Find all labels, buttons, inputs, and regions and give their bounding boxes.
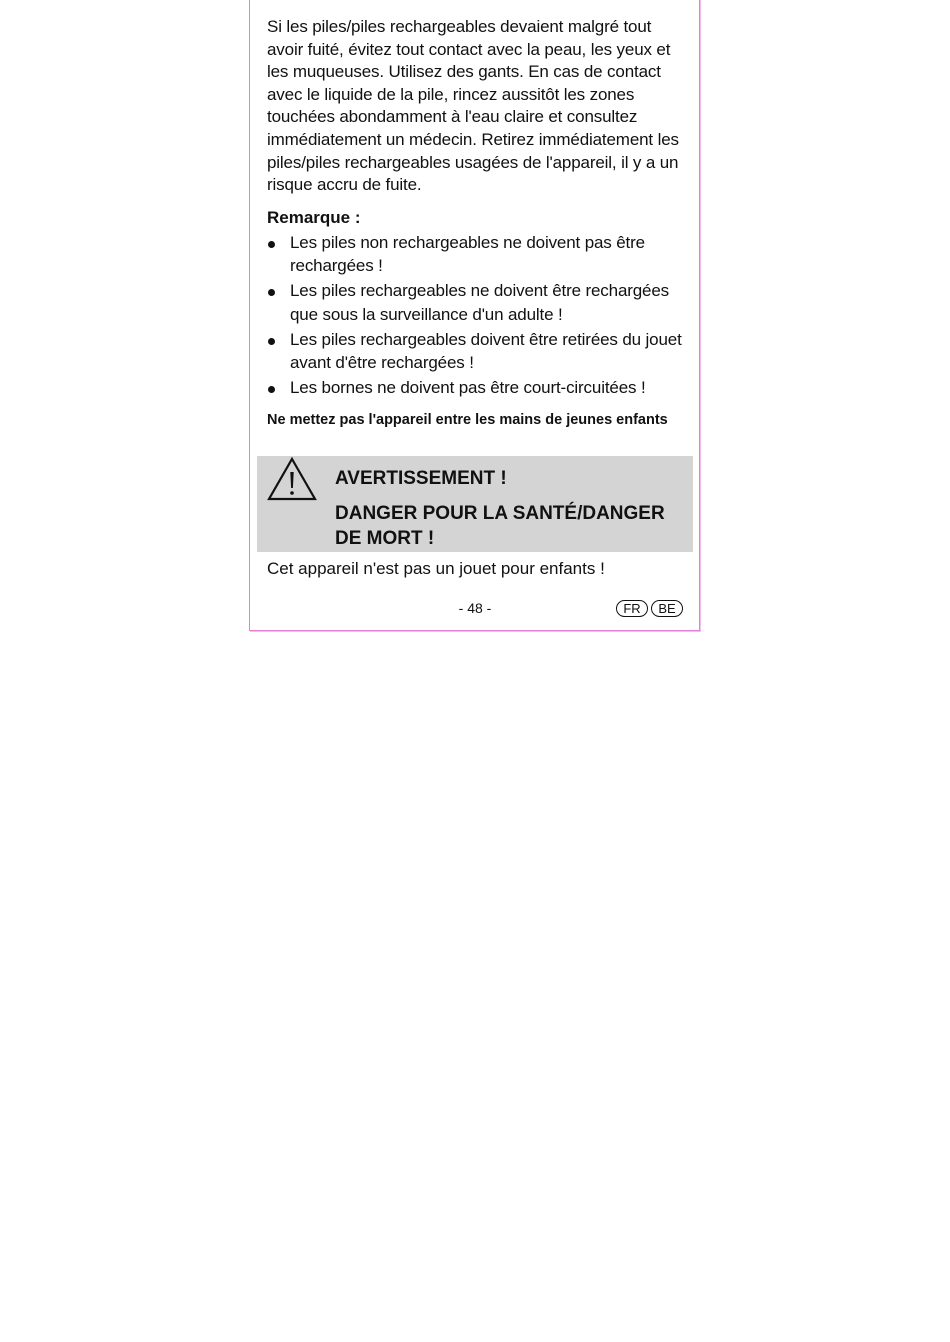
warning-box xyxy=(257,456,693,552)
country-badge-be: BE xyxy=(651,600,683,617)
warning-triangle-icon xyxy=(266,456,318,502)
note-heading: Remarque : xyxy=(267,207,361,227)
list-item xyxy=(267,328,683,375)
bullet-icon xyxy=(268,386,275,393)
bullet-icon xyxy=(268,241,275,248)
list-item-text: Les bornes ne doivent pas être court-circuitées ! xyxy=(290,378,646,398)
intro-paragraph: Si les piles/piles rechargeables devaient malgré tout avoir fuité, évitez tout contact avec la peau, les yeux et les muqueuses. Utilisez des gants. En cas de contact avec le liquide de la pile, rincez aussitôt les zones touchées abondamment à l'eau claire et consultez immédiatement un médecin. Retirez immédiatement les piles/piles rechargeables usagées de l'appareil, il y a un risque accru de fuite. xyxy=(267,17,679,195)
page-content xyxy=(267,16,683,430)
children-warning-heading: Ne mettez pas l'appareil entre les mains de jeunes enfants xyxy=(267,411,668,428)
country-badge-fr: FR xyxy=(616,600,648,617)
warning-text xyxy=(335,466,691,551)
list-item-text: Les piles rechargeables ne doivent être rechargées que sous la surveillance d'un adulte ! xyxy=(290,281,670,324)
warning-danger-text: DANGER POUR LA SANTÉ/DANGER DE MORT ! xyxy=(335,503,665,549)
toy-note: Cet appareil n'est pas un jouet pour enfants ! xyxy=(267,559,605,578)
bullet-icon xyxy=(268,289,275,296)
page-number: - 48 - xyxy=(458,600,492,616)
list-item-text: Les piles non rechargeables ne doivent pas être rechargées ! xyxy=(290,232,645,276)
list-item xyxy=(267,376,683,400)
note-list xyxy=(267,231,683,400)
bullet-icon xyxy=(268,338,275,345)
list-item-text: Les piles rechargeables doivent être retirées du jouet avant d'être rechargées ! xyxy=(290,329,682,373)
country-badges xyxy=(616,600,683,617)
warning-title: AVERTISSEMENT ! xyxy=(335,468,507,489)
list-item xyxy=(267,231,683,278)
list-item xyxy=(267,279,683,326)
